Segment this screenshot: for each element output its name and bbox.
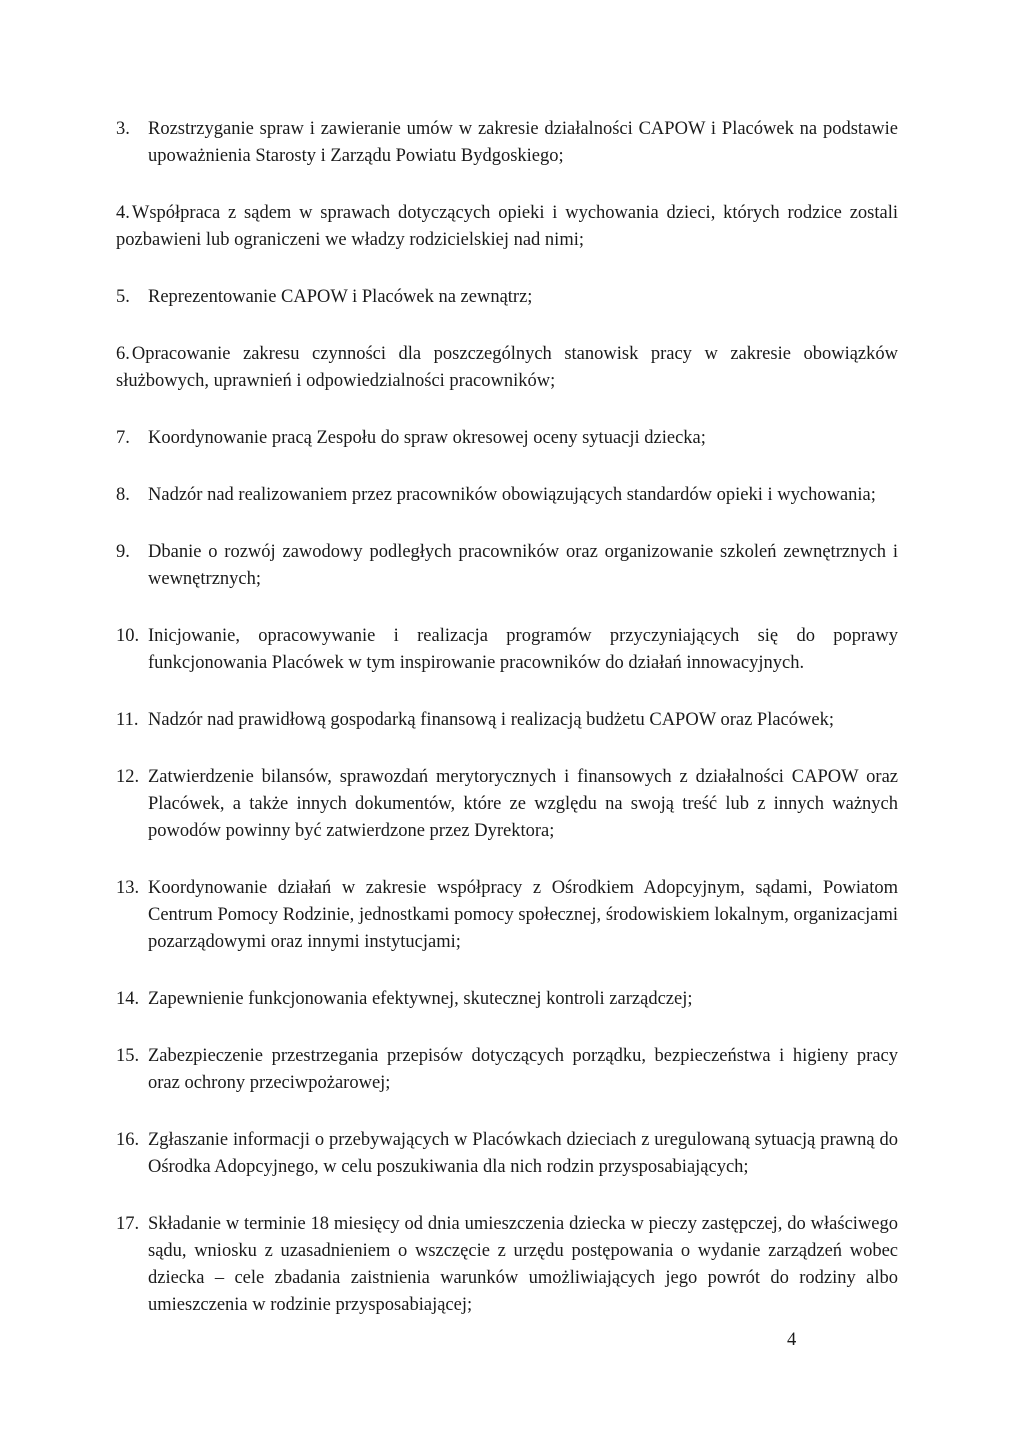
- item-text: Dbanie o rozwój zawodowy podległych pracowników oraz organizowanie szkoleń zewnętrznych i wewnętrznych;: [148, 542, 898, 589]
- item-number: 12.: [116, 767, 140, 787]
- list-item-17: [116, 1211, 898, 1319]
- item-number: 11.: [116, 710, 139, 730]
- item-text: Nadzór nad realizowaniem przez pracowników obowiązujących standardów opieki i wychowania;: [148, 485, 876, 505]
- item-text: Opracowanie zakresu czynności dla poszczególnych stanowisk pracy w zakresie obowiązków służbowych, uprawnień i odpowiedzialności pracowników;: [116, 344, 898, 391]
- list-item-6: [116, 341, 898, 395]
- list-item-8: [116, 482, 898, 509]
- list-item-5: [116, 284, 898, 311]
- duties-list: [116, 116, 898, 1349]
- item-text: Reprezentowanie CAPOW i Placówek na zewnątrz;: [148, 287, 533, 307]
- item-text: Nadzór nad prawidłową gospodarką finansową i realizacją budżetu CAPOW oraz Placówek;: [148, 710, 834, 730]
- item-number: 6.: [116, 344, 130, 364]
- list-item-10: [116, 623, 898, 677]
- item-text: Składanie w terminie 18 miesięcy od dnia umieszczenia dziecka w pieczy zastępczej, do właściwego sądu, wniosku z uzasadnieniem o wszczęcie z urzędu postępowania o wydanie zarządzeń wobec dziecka – cele zbadania zaistnienia warunków umożliwiających jego powrót do rodziny albo umieszczenia w rodzinie przysposabiającej;: [148, 1214, 898, 1315]
- list-item-16: [116, 1127, 898, 1181]
- list-item-12: [116, 764, 898, 845]
- item-number: 7.: [116, 428, 130, 448]
- item-number: 5.: [116, 287, 130, 307]
- list-item-13: [116, 875, 898, 956]
- list-item-14: [116, 986, 898, 1013]
- item-number: 13.: [116, 878, 140, 898]
- item-text: Koordynowanie pracą Zespołu do spraw okresowej oceny sytuacji dziecka;: [148, 428, 706, 448]
- item-number: 9.: [116, 542, 130, 562]
- list-item-3: [116, 116, 898, 170]
- item-text: Współpraca z sądem w sprawach dotyczących opieki i wychowania dzieci, których rodzice zostali pozbawieni lub ograniczeni we władzy rodzicielskiej nad nimi;: [116, 203, 898, 250]
- item-number: 8.: [116, 485, 130, 505]
- list-item-9: [116, 539, 898, 593]
- page-number: 4: [787, 1330, 797, 1350]
- list-item-15: [116, 1043, 898, 1097]
- item-text: Rozstrzyganie spraw i zawieranie umów w zakresie działalności CAPOW i Placówek na podstawie upoważnienia Starosty i Zarządu Powiatu Bydgoskiego;: [148, 119, 898, 166]
- item-number: 16.: [116, 1130, 140, 1150]
- list-item-4: [116, 200, 898, 254]
- list-item-7: [116, 425, 898, 452]
- item-text: Inicjowanie, opracowywanie i realizacja programów przyczyniających się do poprawy funkcjonowania Placówek w tym inspirowanie pracowników do działań innowacyjnych.: [148, 626, 898, 673]
- item-text: Zapewnienie funkcjonowania efektywnej, skutecznej kontroli zarządczej;: [148, 989, 693, 1009]
- item-number: 15.: [116, 1046, 140, 1066]
- item-number: 3.: [116, 119, 130, 139]
- item-text: Koordynowanie działań w zakresie współpracy z Ośrodkiem Adopcyjnym, sądami, Powiatom Centrum Pomocy Rodzinie, jednostkami pomocy społecznej, środowiskiem lokalnym, organizacjami pozarządowymi oraz innymi instytucjami;: [148, 878, 898, 952]
- item-text: Zatwierdzenie bilansów, sprawozdań merytorycznych i finansowych z działalności CAPOW oraz Placówek, a także innych dokumentów, które ze względu na swoją treść lub z innych ważnych powodów powinny być zatwierdzone przez Dyrektora;: [148, 767, 898, 841]
- item-number: 17.: [116, 1214, 140, 1234]
- item-text: Zgłaszanie informacji o przebywających w Placówkach dzieciach z uregulowaną sytuacją prawną do Ośrodka Adopcyjnego, w celu poszukiwania dla nich rodzin przysposabiających;: [148, 1130, 898, 1177]
- list-item-11: [116, 707, 898, 734]
- item-number: 14.: [116, 989, 140, 1009]
- item-number: 10.: [116, 626, 140, 646]
- item-number: 4.: [116, 203, 130, 223]
- item-text: Zabezpieczenie przestrzegania przepisów dotyczących porządku, bezpieczeństwa i higieny pracy oraz ochrony przeciwpożarowej;: [148, 1046, 898, 1093]
